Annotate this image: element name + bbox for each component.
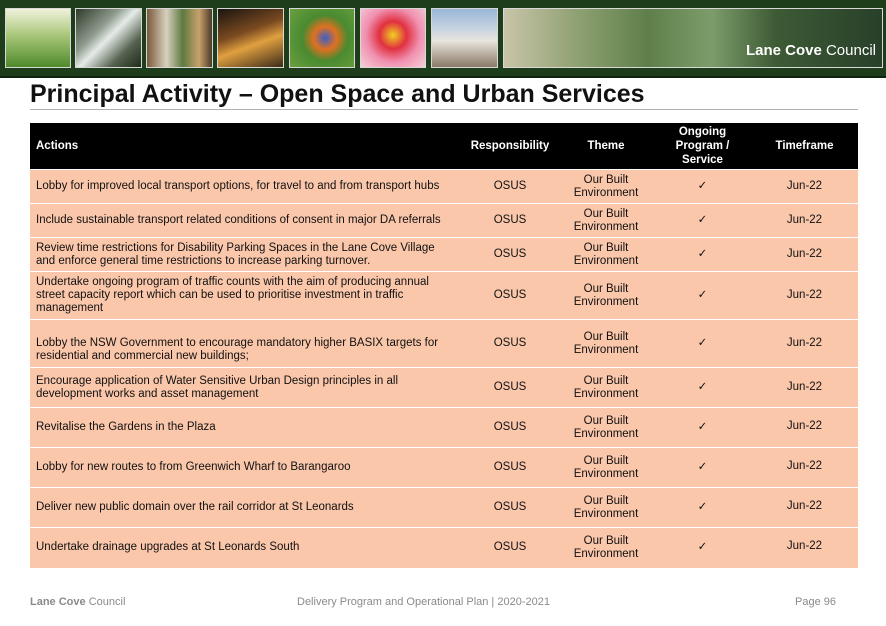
responsibility-cell: OSUS [462, 238, 558, 272]
column-header-actions: Actions [30, 123, 462, 170]
footer-brand-bold: Lane Cove [30, 596, 86, 608]
action-cell: Lobby the NSW Government to encourage mandatory higher BASIX targets for residential and commercial new buildings; [30, 320, 462, 368]
action-cell: Include sustainable transport related conditions of consent in major DA referrals [30, 204, 462, 238]
action-cell: Lobby for new routes to from Greenwich Wharf to Barangaroo [30, 448, 462, 488]
theme-cell: Our Built Environment [558, 204, 654, 238]
theme-cell: Our Built Environment [558, 488, 654, 528]
photo-street-night [217, 8, 284, 68]
table-row [30, 320, 858, 368]
action-cell: Review time restrictions for Disability Parking Spaces in the Lane Cove Village and enforce general time restrictions to increase parking turnover. [30, 238, 462, 272]
table-row [30, 528, 858, 568]
responsibility-cell: OSUS [462, 272, 558, 320]
responsibility-cell: OSUS [462, 320, 558, 368]
photo-waterfall [75, 8, 142, 68]
table-row [30, 238, 858, 272]
table-row [30, 368, 858, 408]
table-row [30, 272, 858, 320]
footer-brand [30, 596, 125, 608]
responsibility-cell: OSUS [462, 448, 558, 488]
table-row [30, 204, 858, 238]
photo-building [431, 8, 498, 68]
check-icon: ✓ [654, 408, 751, 448]
table-row [30, 170, 858, 204]
theme-cell: Our Built Environment [558, 368, 654, 408]
photo-plaza-panorama [503, 8, 883, 68]
photo-dancers [146, 8, 213, 68]
timeframe-cell: Jun-22 [751, 238, 858, 272]
responsibility-cell: OSUS [462, 488, 558, 528]
title-divider [30, 109, 858, 110]
responsibility-cell: OSUS [462, 408, 558, 448]
timeframe-cell: Jun-22 [751, 204, 858, 238]
check-icon: ✓ [654, 448, 751, 488]
action-cell: Undertake ongoing program of traffic counts with the aim of producing annual street capacity report which can be used to prioritise investment in traffic management [30, 272, 462, 320]
footer-document-title: Delivery Program and Operational Plan | 2020-2021 [297, 596, 550, 608]
council-name-light: Council [825, 42, 876, 59]
actions-table [30, 123, 858, 568]
theme-cell: Our Built Environment [558, 408, 654, 448]
theme-cell: Our Built Environment [558, 170, 654, 204]
timeframe-cell: Jun-22 [751, 408, 858, 448]
responsibility-cell: OSUS [462, 368, 558, 408]
header-banner [0, 0, 886, 78]
timeframe-cell: Jun-22 [751, 272, 858, 320]
column-header-timeframe: Timeframe [751, 123, 858, 170]
check-icon: ✓ [654, 204, 751, 238]
column-header-theme: Theme [558, 123, 654, 170]
theme-cell: Our Built Environment [558, 272, 654, 320]
timeframe-cell: Jun-22 [751, 528, 858, 568]
check-icon: ✓ [654, 272, 751, 320]
page-title: Principal Activity – Open Space and Urban Services [30, 80, 645, 108]
timeframe-cell: Jun-22 [751, 320, 858, 368]
photo-performer [360, 8, 426, 68]
timeframe-cell: Jun-22 [751, 170, 858, 204]
footer-brand-light: Council [88, 596, 126, 608]
check-icon: ✓ [654, 368, 751, 408]
check-icon: ✓ [654, 488, 751, 528]
action-cell: Revitalise the Gardens in the Plaza [30, 408, 462, 448]
table-row [30, 488, 858, 528]
theme-cell: Our Built Environment [558, 448, 654, 488]
check-icon: ✓ [654, 238, 751, 272]
action-cell: Encourage application of Water Sensitive Urban Design principles in all development works and asset management [30, 368, 462, 408]
check-icon: ✓ [654, 170, 751, 204]
responsibility-cell: OSUS [462, 528, 558, 568]
council-name-bold: Lane Cove [745, 42, 822, 59]
table-row [30, 408, 858, 448]
action-cell: Undertake drainage upgrades at St Leonards South [30, 528, 462, 568]
footer-page-number: Page 96 [795, 596, 836, 608]
check-icon: ✓ [654, 320, 751, 368]
responsibility-cell: OSUS [462, 204, 558, 238]
timeframe-cell: Jun-22 [751, 488, 858, 528]
table-row [30, 448, 858, 488]
photo-golf-course [5, 8, 71, 68]
council-logo [746, 42, 876, 59]
timeframe-cell: Jun-22 [751, 448, 858, 488]
column-header-responsibility: Responsibility [462, 123, 558, 170]
action-cell: Deliver new public domain over the rail corridor at St Leonards [30, 488, 462, 528]
check-icon: ✓ [654, 528, 751, 568]
column-header-ongoing: Ongoing Program / Service [654, 123, 751, 170]
timeframe-cell: Jun-22 [751, 368, 858, 408]
table-header-row [30, 123, 858, 170]
action-cell: Lobby for improved local transport options, for travel to and from transport hubs [30, 170, 462, 204]
photo-parrot [289, 8, 355, 68]
theme-cell: Our Built Environment [558, 238, 654, 272]
theme-cell: Our Built Environment [558, 528, 654, 568]
responsibility-cell: OSUS [462, 170, 558, 204]
theme-cell: Our Built Environment [558, 320, 654, 368]
